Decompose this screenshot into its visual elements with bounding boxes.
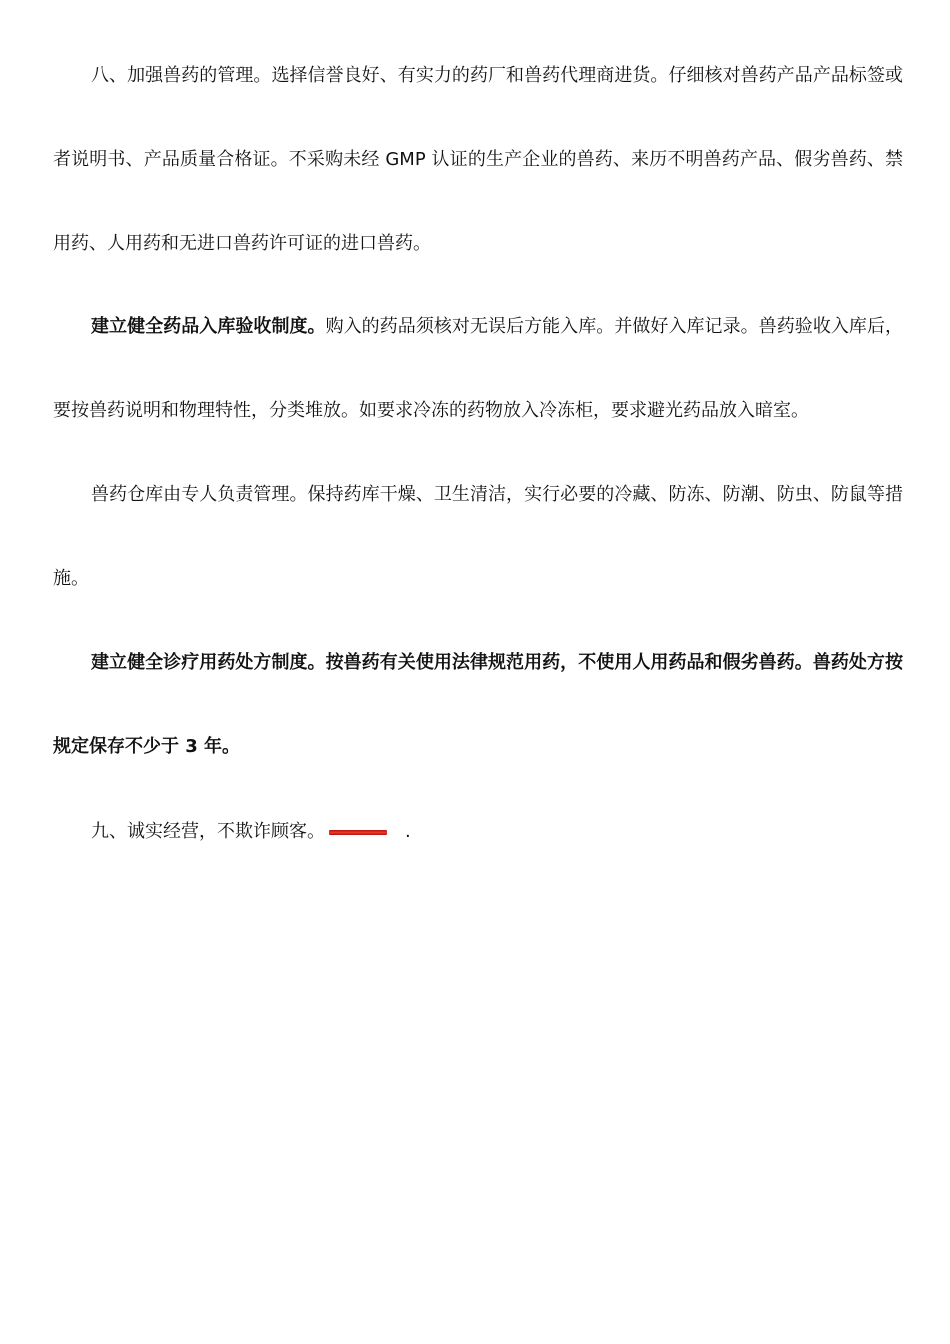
paragraph-prescription-system	[53, 621, 903, 789]
paragraph-text: 建立健全诊疗用药处方制度。按兽药有关使用法律规范用药，不使用人用药品和假劣兽药。兽药处方按规定保存不少于 3 年。	[53, 652, 903, 757]
paragraph-text: 兽药仓库由专人负责管理。保持药库干燥、卫生清洁，实行必要的冷藏、防冻、防潮、防虫、防鼠等措施。	[53, 484, 903, 589]
paragraph-text: 八、加强兽药的管理。选择信誉良好、有实力的药厂和兽药代理商进货。仔细核对兽药产品产品标签或者说明书、产品质量合格证。不采购未经 GMP 认证的生产企业的兽药、来历不明兽药产品、假劣兽药、禁用药、人用药和无进口兽药许可证的进口兽药。	[53, 65, 903, 254]
paragraph-heading-bold: 建立健全药品入库验收制度。	[91, 316, 326, 337]
paragraph-honest-business	[53, 790, 903, 874]
trailing-period: .	[405, 821, 411, 842]
red-bar-decoration	[329, 830, 387, 835]
paragraph-text: 购入的药品须核对无误后方能入库。并做好入库记录。兽药验收入库后，要按兽药说明和物理特性，分类堆放。如要求冷冻的药物放入冷冻柜，要求避光药品放入暗室。	[53, 316, 903, 421]
paragraph-veterinary-drug-management	[53, 34, 903, 286]
paragraph-text: 九、诚实经营，不欺诈顾客。	[91, 821, 325, 842]
paragraph-storage-acceptance	[53, 285, 903, 453]
paragraph-warehouse-management	[53, 453, 903, 621]
